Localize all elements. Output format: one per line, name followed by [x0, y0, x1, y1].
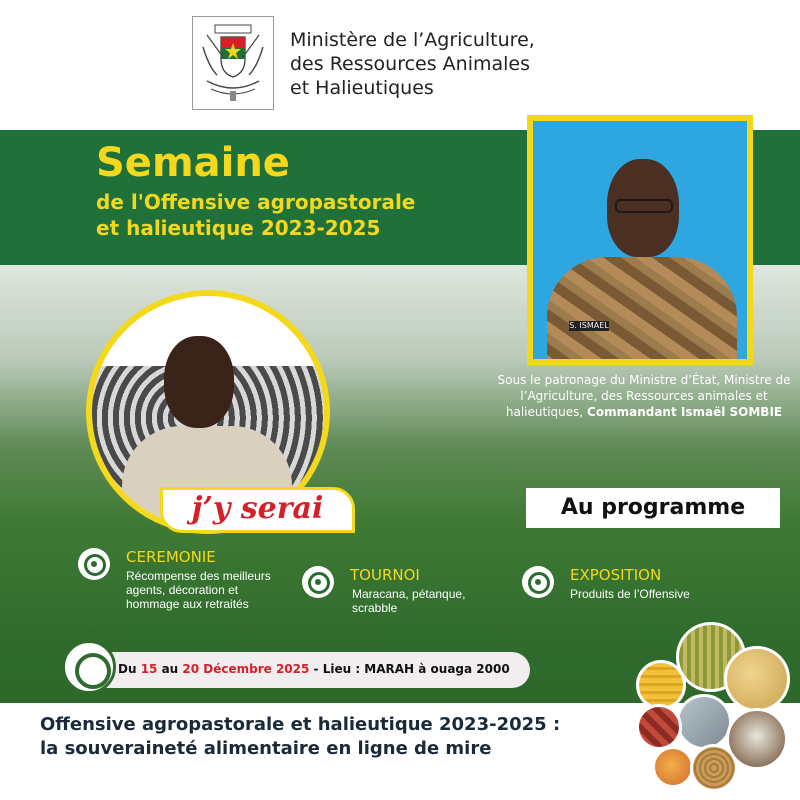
description-line: agents, décoration et — [126, 583, 239, 597]
glasses-icon — [615, 199, 673, 213]
target-icon — [302, 566, 334, 598]
patron-portrait — [527, 115, 753, 365]
end-date: 20 Décembre 2025 — [182, 662, 310, 676]
mango-image — [652, 746, 694, 788]
activity-title: TOURNOI — [350, 566, 420, 584]
description-line: Maracana, pétanque, — [352, 587, 466, 601]
header — [0, 0, 800, 130]
activity-description — [352, 587, 465, 615]
meat-image — [636, 704, 682, 750]
ministry-line: des Ressources Animales — [290, 53, 530, 75]
attendee-face — [164, 336, 234, 428]
patron-name: Commandant Ismaël SOMBIE — [587, 405, 783, 419]
subtitle-line: de l'Offensive agropastorale — [96, 190, 416, 214]
location: - Lieu : MARAH à ouaga 2000 — [309, 662, 510, 676]
maize-image — [636, 660, 686, 710]
fish-image — [676, 694, 732, 750]
event-date-location — [118, 662, 510, 676]
description-line: Récompense des meilleurs — [126, 569, 271, 583]
slogan-line: la souveraineté alimentaire en ligne de mire — [40, 738, 492, 759]
patron-photo — [533, 121, 747, 359]
coat-of-arms-icon — [192, 16, 274, 110]
target-icon — [78, 548, 110, 580]
target-icon — [522, 566, 554, 598]
slogan — [40, 713, 560, 761]
programme-heading: Au programme — [526, 488, 780, 528]
activity-description — [570, 587, 690, 601]
stopwatch-knob — [82, 630, 98, 640]
subtitle-line: et halieutique 2023-2025 — [96, 216, 381, 240]
jy-serai-badge: j’y serai — [160, 487, 355, 533]
description-line: Produits de l’Offensive — [570, 587, 690, 601]
ministry-line: et Halieutiques — [290, 77, 434, 99]
date-middle: au — [157, 662, 183, 676]
stopwatch-icon — [62, 640, 116, 694]
name-tag: S. ISMAEL — [569, 321, 609, 330]
start-day: 15 — [140, 662, 158, 676]
description-line: scrabble — [352, 601, 398, 615]
event-subtitle — [96, 189, 415, 241]
patronage-text: Sous le patronage du Ministre d’État, Ministre de l’Agriculture, des Ressources animales et halieutiques, — [497, 373, 791, 419]
activity-title: CEREMONIE — [126, 548, 216, 566]
ministry-line: Ministère de l’Agriculture, — [290, 29, 535, 51]
ministry-name — [290, 28, 610, 100]
event-title: Semaine — [96, 140, 290, 186]
activity-title: EXPOSITION — [570, 566, 662, 584]
potatoes-image — [724, 646, 790, 712]
date-prefix: Du — [118, 662, 141, 676]
description-line: hommage aux retraités — [126, 597, 249, 611]
uniform — [547, 257, 737, 359]
grain-image — [690, 744, 738, 792]
patronage-caption — [496, 372, 792, 420]
slogan-line: Offensive agropastorale et halieutique 2023-2025 : — [40, 714, 561, 735]
activity-description — [126, 569, 271, 611]
